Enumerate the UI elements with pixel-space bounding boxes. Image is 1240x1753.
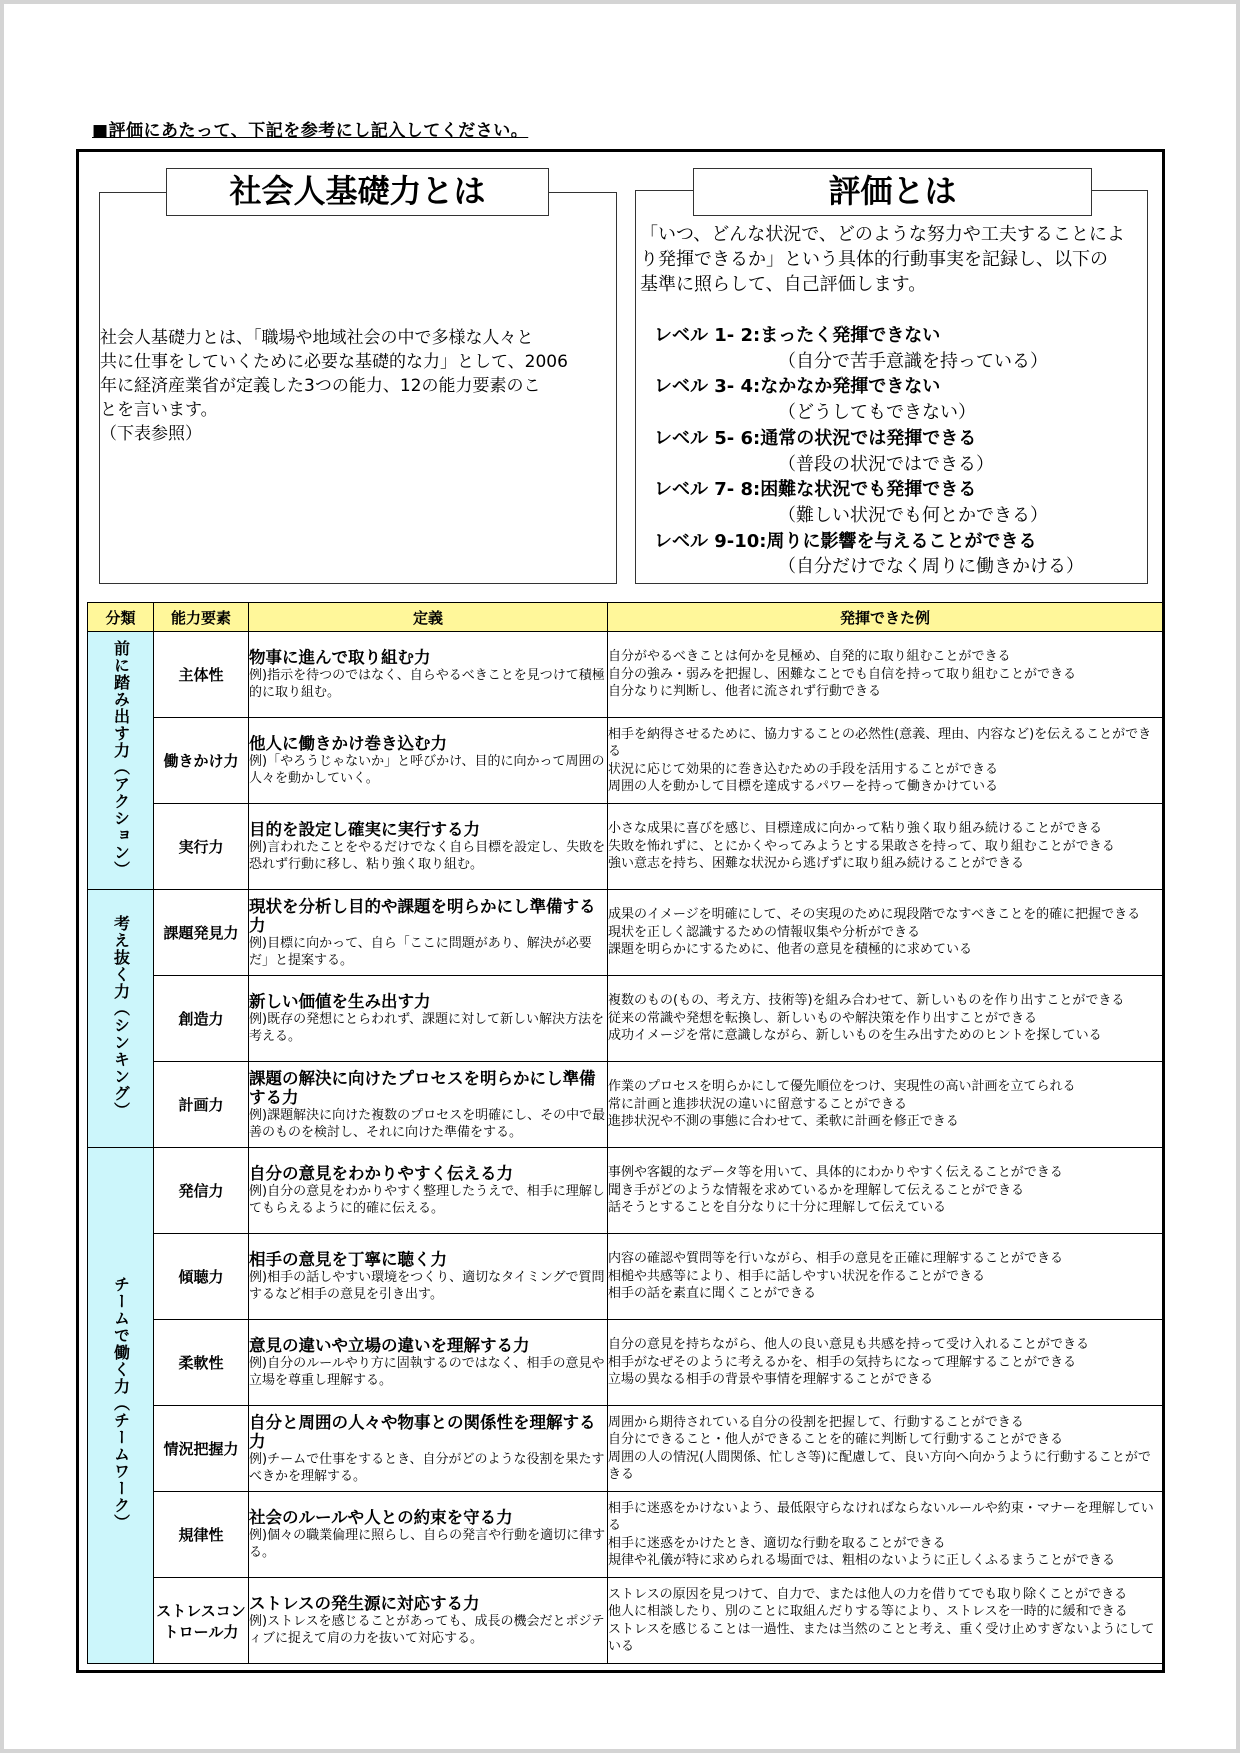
example-line: 成功イメージを常に意識しながら、新しいものを生み出すためのヒントを探している [608,1028,1102,1044]
table-row [88,632,1163,718]
examples-cell [608,976,1163,1062]
definition-cell [249,1492,608,1578]
table-row [88,1234,1163,1320]
definition-desc: 例)言われたことをやるだけでなく自ら目標を設定し、失敗を恐れず行動に移し、粘り強く取り組む。 [249,840,606,872]
examples-cell [608,1062,1163,1148]
level-label: レベル 9-10:周りに影響を与えることができる [654,530,1037,552]
example-line: 相手がなぜそのように考えるかを、相手の気持ちになって理解することができる [608,1354,1077,1370]
definition-desc: 例)個々の職業倫理に照らし、自らの発言や行動を適切に律する。 [249,1528,606,1560]
document-page [4,4,1236,1749]
category-cell [88,632,154,890]
level-label: レベル 5- 6:通常の状況では発揮できる [654,427,977,449]
category-label: チームで働く力（チームワーク） [111,1276,131,1531]
definition-title: ストレスの発生源に対応する力 [249,1594,480,1613]
definition-cell [249,1234,608,1320]
definition-title: 新しい価値を生み出す力 [249,992,431,1011]
example-line: 常に計画と進捗状況の違いに留意することができる [608,1096,908,1112]
examples-cell [608,1148,1163,1234]
definition-desc: 例)課題解決に向けた複数のプロセスを明確にし、その中で最善のものを検討し、それに向けた準備をする。 [249,1107,606,1140]
table-row [88,1492,1163,1578]
example-line: 相手に迷惑をかけないよう、最低限守らなければならないルールや約束・マナーを理解している [608,1500,1154,1533]
definition-title: 自分の意見をわかりやすく伝える力 [249,1164,513,1183]
example-line: 課題を明らかにするために、他者の意見を積極的に求めている [608,942,973,958]
element-cell: 課題発見力 [154,890,249,976]
definition-cell [249,804,608,890]
left-box-body [100,326,620,446]
element-cell: 実行力 [154,804,249,890]
header-category: 分類 [88,603,154,632]
example-line: 相槌や共感等により、相手に話しやすい状況を作ることができる [608,1268,986,1284]
example-line: 周囲の人を動かして目標を達成するパワーを持って働きかけている [608,779,999,794]
table-row [88,1148,1163,1234]
examples-cell [608,1320,1163,1406]
example-line: 作業のプロセスを明らかにして優先順位をつけ、実現性の高い計画を立てられる [608,1079,1076,1095]
examples-cell [608,804,1163,890]
example-line: 現状を正しく認識するための情報収集や分析ができる [608,924,921,940]
left-body-line: 共に仕事をしていくために必要な基礎的な力」として、2006 [100,352,568,372]
left-body-line: （下表参照） [100,424,202,444]
right-box-title: 評価とは [693,168,1092,216]
example-line: 強い意志を持ち、困難な状況から逃げずに取り組み続けることができる [608,856,1025,872]
element-cell: 創造力 [154,976,249,1062]
element-cell: ストレスコントロール力 [154,1578,249,1664]
element-cell: 発信力 [154,1148,249,1234]
example-line: 相手の話を素直に聞くことができる [608,1286,817,1302]
instruction-heading: ■評価にあたって、下記を参考にし記入してください。 [92,121,529,141]
definition-title: 相手の意見を丁寧に聴く力 [249,1250,447,1269]
example-line: 小さな成果に喜びを感じ、目標達成に向かって粘り強く取り組み続けることができる [608,821,1103,837]
definition-title: 物事に進んで取り組む力 [249,648,431,667]
table-row [88,1320,1163,1406]
table-header-row [88,603,1163,632]
level-label: レベル 1- 2:まったく発揮できない [654,325,941,346]
definition-cell [249,1148,608,1234]
element-cell: 規律性 [154,1492,249,1578]
definition-desc: 例)「やろうじゃないか」と呼びかけ、目的に向かって周囲の人々を動かしていく。 [249,754,605,786]
examples-cell [608,1406,1163,1492]
example-line: 周囲から期待されている自分の役割を把握して、行動することができる [608,1414,1024,1430]
category-cell [88,890,154,1148]
examples-cell [608,890,1163,976]
level-note: （難しい状況でも何とかできる） [778,504,1048,526]
example-line: 自分なりに判断し、他者に流されず行動できる [608,684,882,700]
table-row [88,718,1163,804]
example-line: 複数のもの(もの、考え方、技術等)を組み合わせて、新しいものを作り出すことができる [608,993,1125,1009]
right-intro-line: 「いつ、どんな状況で、どのような努力や工夫することによ [640,224,1125,245]
left-box-title: 社会人基礎力とは [166,168,549,216]
category-label: 前に踏み出す力（アクション） [111,639,131,878]
level-note: （普段の状況ではできる） [778,453,994,475]
example-line: 立場の異なる相手の背景や事情を理解することができる [608,1372,934,1388]
right-box-intro [640,222,1140,297]
example-line: ストレスを感じることは一過性、または当然のことと考え、重く受け止めすぎないようにしている [608,1621,1155,1654]
definition-cell [249,976,608,1062]
element-cell: 働きかけ力 [154,718,249,804]
example-line: 自分の強み・弱みを把握し、困難なことでも自信を持って取り組むことができる [608,666,1077,682]
category-label: 考え抜く力（シンキング） [111,914,131,1119]
definition-cell [249,632,608,718]
examples-cell [608,632,1163,718]
definition-desc: 例)自分の意見をわかりやすく整理したうえで、相手に理解してもらえるように的確に伝える。 [249,1184,605,1216]
level-label: レベル 3- 4:なかなか発揮できない [654,376,941,398]
left-body-line: 社会人基礎力とは、「職場や地域社会の中で多様な人々と [100,328,534,348]
element-cell: 主体性 [154,632,249,718]
definition-desc: 例)目標に向かって、自ら「ここに問題があり、解決が必要だ」と提案する。 [249,935,592,968]
level-label: レベル 7- 8:困難な状況でも発揮できる [654,479,977,501]
example-line: 成果のイメージを明確にして、その実現のために現段階でなすべきことを的確に把握できる [608,907,1141,923]
example-line: 進捗状況や不測の事態に合わせて、柔軟に計画を修正できる [608,1114,959,1130]
definition-cell [249,1578,608,1664]
example-line: 状況に応じて効果的に巻き込むための手段を活用することができる [608,761,999,777]
level-note: （自分だけでなく周りに働きかける） [778,556,1084,578]
examples-cell [608,1492,1163,1578]
header-examples: 発揮できた例 [608,603,1163,632]
right-intro-line: り発揮できるか」という具体的行動事実を記録し、以下の [640,249,1108,270]
table-row [88,1062,1163,1148]
header-element: 能力要素 [154,603,249,632]
definition-title: 社会のルールや人との約束を守る力 [249,1508,513,1527]
example-line: 自分の意見を持ちながら、他人の良い意見も共感を持って受け入れることができる [608,1337,1090,1353]
definition-cell [249,1320,608,1406]
level-list [654,323,1084,580]
table-row [88,890,1163,976]
left-body-line: 年に経済産業省が定義した3つの能力、12の能力要素のこ [100,376,541,396]
table-row [88,1406,1163,1492]
example-line: 自分がやるべきことは何かを見極め、自発的に取り組むことができる [608,649,1011,665]
examples-cell [608,1234,1163,1320]
definition-cell [249,1062,608,1148]
example-line: ストレスの原因を見つけて、自力で、または他人の力を借りてでも取り除くことができる [608,1586,1128,1602]
definition-title: 自分と周囲の人々や物事との関係性を理解する力 [249,1412,596,1451]
example-line: 規律や礼儀が特に求められる場面では、粗相のないように正しくふるまうことができる [608,1553,1116,1568]
definition-title: 他人に働きかけ巻き込む力 [249,734,447,753]
example-line: 聞き手がどのような情報を求めているかを理解して伝えることができる [608,1182,1025,1198]
competency-table [87,602,1163,1664]
example-line: 相手を納得させるために、協力することの必然性(意義、理由、内容など)を伝えることができる [608,726,1152,759]
element-cell: 情況把握力 [154,1406,249,1492]
level-note: （どうしてもできない） [778,402,976,424]
header-definition: 定義 [249,603,608,632]
definition-desc: 例)ストレスを感じることがあっても、成長の機会だとポジティブに捉えて肩の力を抜いて対応する。 [249,1614,605,1646]
definition-desc: 例)指示を待つのではなく、自らやるべきことを見つけて積極的に取り組む。 [249,668,605,700]
table-row [88,976,1163,1062]
definition-cell [249,1406,608,1492]
definition-title: 意見の違いや立場の違いを理解する力 [249,1336,530,1355]
definition-desc: 例)チームで仕事をするとき、自分がどのような役割を果たすべきかを理解する。 [249,1451,605,1484]
element-cell: 柔軟性 [154,1320,249,1406]
example-line: 他人に相談したり、別のことに取組んだりする等により、ストレスを一時的に緩和できる [608,1604,1128,1619]
category-cell [88,1148,154,1664]
example-line: 話そうとすることを自分なりに十分に理解して伝えている [608,1200,947,1216]
table-row [88,804,1163,890]
definition-desc: 例)相手の話しやすい環境をつくり、適切なタイミングで質問するなど相手の意見を引き出す。 [249,1270,605,1302]
example-line: 内容の確認や質問等を行いながら、相手の意見を正確に理解することができる [608,1251,1064,1267]
definition-title: 現状を分析し目的や課題を明らかにし準備する力 [249,896,596,935]
definition-desc: 例)自分のルールやり方に固執するのではなく、相手の意見や立場を尊重し理解する。 [249,1356,605,1388]
definition-cell [249,718,608,804]
left-body-line: とを言います。 [100,400,218,420]
example-line: 相手に迷惑をかけたとき、適切な行動を取ることができる [608,1535,946,1551]
example-line: 従来の常識や発想を転換し、新しいものや解決策を作り出すことができる [608,1010,1038,1026]
examples-cell [608,1578,1163,1664]
definition-cell [249,890,608,976]
example-line: 周囲の人の情況(人間関係、忙しさ等)に配慮して、良い方向へ向かうように行動することができる [608,1449,1151,1482]
definition-title: 課題の解決に向けたプロセスを明らかにし準備する力 [249,1068,596,1107]
example-line: 事例や客観的なデータ等を用いて、具体的にわかりやすく伝えることができる [608,1165,1063,1181]
table-row [88,1578,1163,1664]
examples-cell [608,718,1163,804]
example-line: 失敗を怖れずに、とにかくやってみようとする果敢さを持って、取り組むことができる [608,838,1115,854]
definition-desc: 例)既存の発想にとらわれず、課題に対して新しい解決方法を考える。 [249,1012,605,1044]
right-intro-line: 基準に照らして、自己評価します。 [640,274,927,295]
level-note: （自分で苦手意識を持っている） [778,350,1048,372]
element-cell: 計画力 [154,1062,249,1148]
element-cell: 傾聴力 [154,1234,249,1320]
example-line: 自分にできること・他人ができることを的確に判断して行動することができる [608,1432,1064,1447]
definition-title: 目的を設定し確実に実行する力 [249,820,480,839]
